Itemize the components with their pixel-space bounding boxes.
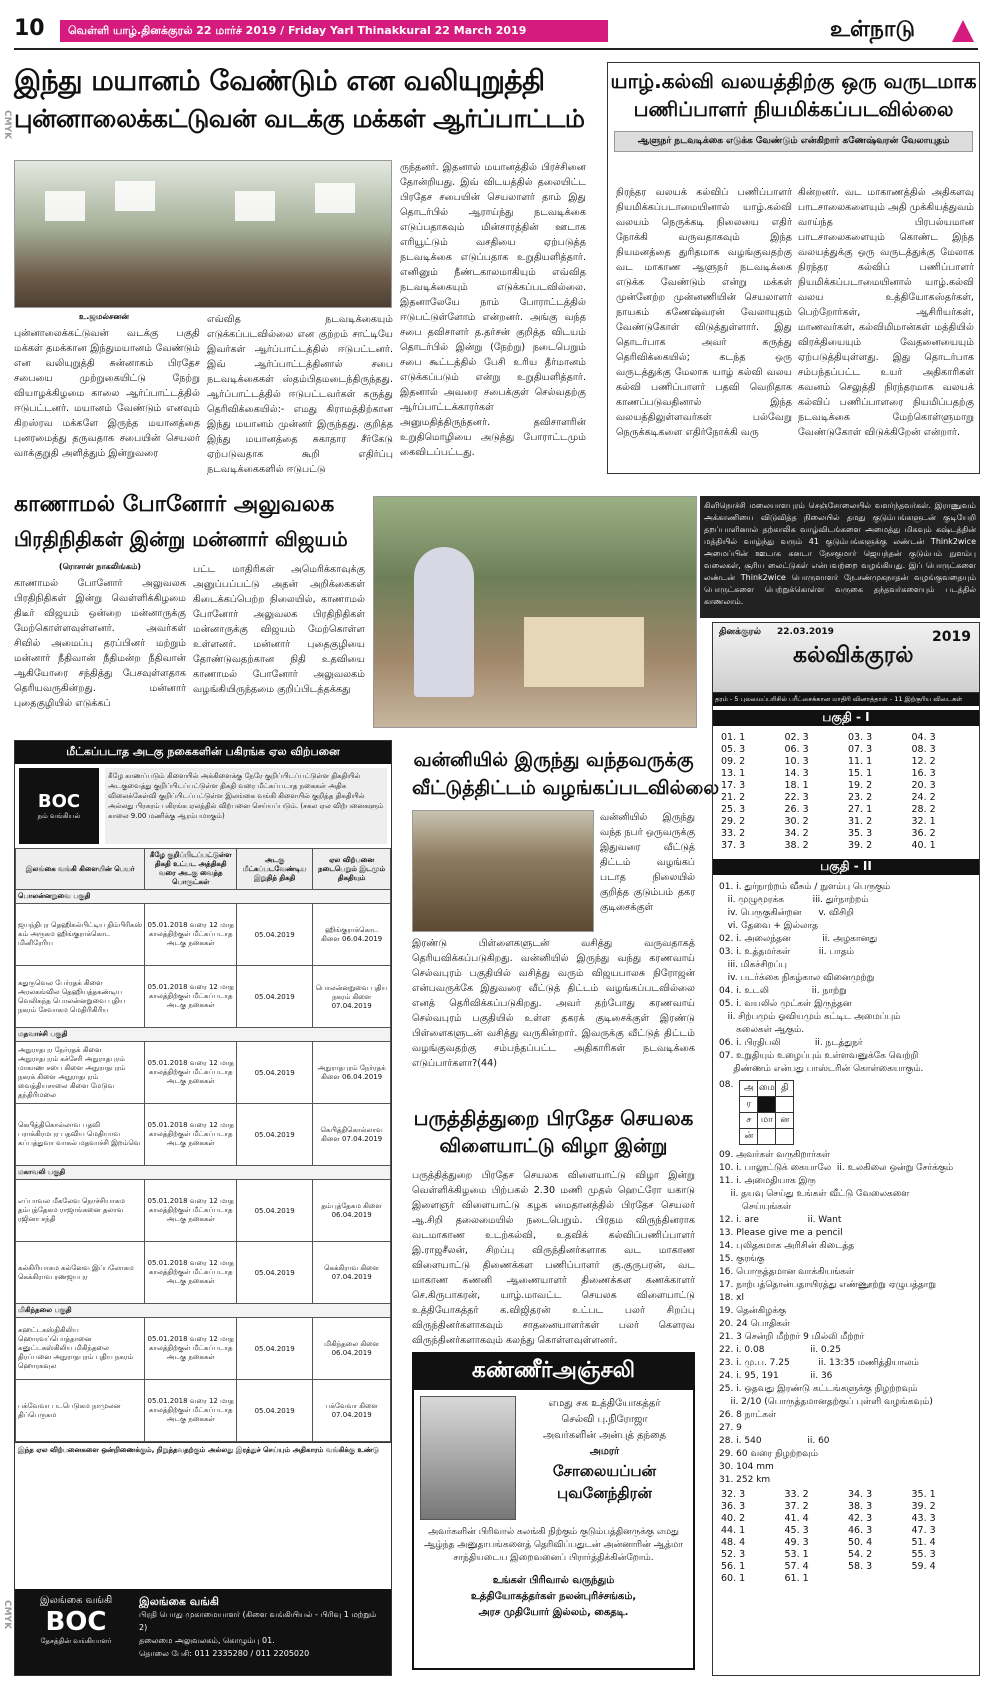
- quiz-brand: தினக்குரல்: [719, 627, 761, 637]
- obituary-name1: சோலையப்பன்: [552, 1462, 657, 1480]
- quiz-answer: 42. 3: [848, 1513, 873, 1524]
- quiz-year: 2019: [932, 629, 971, 645]
- quiz-answer: 39. 2: [911, 1501, 936, 1512]
- quiz-answer: 38. 3: [848, 1501, 873, 1512]
- page-number: 10: [14, 16, 45, 41]
- article5-headline[interactable]: [412, 1104, 695, 1160]
- article2-subtitle: ஆளுநர் நடவடிக்கை எடுக்க வேண்டும் என்கிறார் கணேஷ்வரன் வேலாயுதம்: [614, 131, 973, 152]
- quiz-answer: 32. 1: [911, 816, 936, 827]
- quiz-answer: 19. 2: [848, 780, 873, 791]
- quiz-answer: 50. 4: [848, 1537, 873, 1548]
- quiz-answer: 38. 2: [784, 840, 809, 851]
- obituary-box[interactable]: [412, 1352, 695, 1670]
- article5-title: பருத்தித்துறை பிரதேச செயலக: [413, 1106, 694, 1130]
- boc-col-last: அடகு மீட்கப்படவேண்டிய இறுதித் திகதி: [237, 849, 313, 890]
- quiz-line: 02. i. அலைந்தன ii. அழகானது: [719, 934, 878, 944]
- aid-distribution-photo: [373, 496, 697, 728]
- boc-cell-pledged: 05.01.2018 வரை 12 மாத காலத்திற்குள் மீட்கப்படாத அடகு நகைகள்: [145, 1042, 237, 1104]
- quiz-answer: 31. 2: [848, 816, 873, 827]
- boc-auction-ad[interactable]: [14, 740, 392, 1676]
- quiz-answer: 17. 3: [721, 780, 746, 791]
- boc-col-venue: ஏல விற்பனை நடைபெறும் இடமும் திகதியும்: [313, 849, 391, 890]
- boc-cell-branch: கதுருவெல பேர்ரதக் கிளை அரலகங்வில தெஹியத்தகண்டிய வெலிகந்த பொலன்னறுவை புதிய நகரம் சேவாகம மெதிரிகிரிய: [16, 966, 145, 1028]
- boc-cell-venue: கெபித்திகொல்லாவ கிளை 07.04.2019: [313, 1104, 391, 1166]
- quiz-answer: 12. 2: [911, 756, 936, 767]
- boc-cell-pledged: 05.01.2018 வரை 12 மாத காலத்திற்குள் மீட்கப்படாத அடகு நகைகள்: [145, 966, 237, 1028]
- quiz-line: iii. மிகச்சிறப்பு: [719, 960, 787, 970]
- quiz-answer: 46. 3: [848, 1525, 873, 1536]
- boc-cell-last: 05.04.2019: [237, 966, 313, 1028]
- quiz-answer: 58. 3: [848, 1561, 873, 1572]
- boc-bank-si: இலங்கை வங்கி: [39, 1595, 113, 1606]
- quiz-panel[interactable]: [712, 622, 980, 1676]
- quiz-line: 05. i. வயலில் முட்கள் இருந்தன: [719, 999, 852, 1009]
- article1-photo: [14, 160, 392, 308]
- boc-cell-last: 05.04.2019: [237, 1318, 313, 1380]
- crossword-cell: [776, 1097, 794, 1113]
- quiz-answer: 05. 3: [721, 744, 746, 755]
- cmyk-mark-bottom: CMYK: [2, 1600, 12, 1630]
- obituary-name2: புவனேந்திரன்: [557, 1484, 652, 1502]
- boc-cell-pledged: 05.01.2018 வரை 12 மாத காலத்திற்குள் மீட்கப்படாத அடகு நகைகள்: [145, 904, 237, 966]
- boc-cell-pledged: 05.01.2018 வரை 12 மாத காலத்திற்குள் மீட்கப்படாத அடகு நகைகள்: [145, 1380, 237, 1442]
- crossword-cell: [758, 1129, 776, 1145]
- boc-cell-branch: எப்பாவல மீகலேவ நொச்சியாகம தம்புத்தேகம ராஜாங்கனை தலாவ ரஜினா சந்தி: [16, 1180, 145, 1242]
- quiz-answer: 52. 3: [721, 1549, 746, 1560]
- article4-side: வன்னியில் இருந்து வந்த நபர் ஒருவருக்கு இதுவரை வீட்டுத் திட்டம் வழங்கப் படாத நிலையில் குறித்த குடும்பம் தகர குடிசைக்குள்: [600, 812, 695, 913]
- boc-group-name: மிகிந்தலை பகுதி: [16, 1304, 391, 1318]
- quiz-line: 19. தென்கிழக்கு: [719, 1306, 787, 1316]
- quiz-line: 16. பொருத்தமான வாக்கியங்கள்: [719, 1267, 855, 1277]
- quiz-line: 03. i. உத்தமர்கள் ii. பாதம்: [719, 947, 854, 957]
- quiz-answer: 39. 2: [848, 840, 873, 851]
- boc-logo-tag: நம் வங்கியல்: [37, 812, 81, 820]
- quiz-line: 09. அவர்கள் வருகிறார்கள்: [719, 1150, 830, 1160]
- quiz-line: ii. 2/10 (பொருத்தமானதற்குப் புள்ளி வழங்கவும்): [719, 1397, 933, 1407]
- quiz-part2-list-b: [713, 1149, 979, 1487]
- article3-byline: (ரொசான் நாகலிங்கம்): [58, 562, 142, 571]
- boc-group-name: மதவாச்சி பகுதி: [16, 1028, 391, 1042]
- quiz-answer: 07. 3: [848, 744, 873, 755]
- boc-cell-venue: பக்வேவா கிளை 07.04.2019: [313, 1380, 391, 1442]
- quiz-line: 28. i. 540 ii. 60: [719, 1436, 830, 1446]
- crossword-cell: தி: [776, 1081, 794, 1097]
- crossword-cell: ன: [776, 1113, 794, 1129]
- quiz-answer: 41. 4: [784, 1513, 809, 1524]
- boc-cell-venue: ஹிங்குராக்கொட கிளை 06.04.2019: [313, 904, 391, 966]
- boc-cell-branch: பக்வேவா படபெடுகம நாமுலன திப்பெருகம: [16, 1380, 145, 1442]
- quiz-tagline: தரம் - 5 புலமைப்பரிசில் பரீட்சைக்கான மாதிரி வினாத்தாள் - 11 இற்குரிய விடைகள்: [713, 693, 979, 706]
- quiz-line: 14. புலிதகமாக அரிசின் கிடைத்த: [719, 1241, 855, 1251]
- quiz-line: 20. 24 பொதிகள்: [719, 1319, 791, 1329]
- boc-cell-branch: கெபித்திகொல்லாவ பதவி பராக்கிரமபுர பதவிய மெதியாவ கப்பத்துவா வாகல் மதவாச்சி இறம்வெ: [16, 1104, 145, 1166]
- quiz-answer: 04. 3: [911, 732, 936, 743]
- quiz-title: கல்விக்குரல்: [793, 643, 914, 668]
- quiz-answer: 08. 3: [911, 744, 936, 755]
- article2-col1: நிரந்தர வலயக் கல்விப் பணிப்பாளர் நியமிக்கப்படாமையினால் யாழ்.கல்வி வலயம் நெருக்கடி நிலையை எதிர் நோக்கி வருவதாகவும் இந்த நியமனத்தை துரிதமாக வழங்குவதற்கு வட மாகாண ஆளுநர் நடவடிக்கை எடுக்க வேண்டும் என்று மக்கள் முன்னேற்ற முன்னணியின் செயலாளர் நாயகம் கணேஷ்வரன் வேலாயுதம் வேண்டுகோள் விடுத்துள்ளார். இது தொடர்பாக அவர் கருத்து தெரிவிக்கையில்; கடந்த ஒரு வருடத்துக்கு மேலாக யாழ் கல்வி வலய கல்வி பணிப்பாளர் பதவி வெறிதாக காணப்படுவதினால் இந்த வலயத்திலுள்ளவர்கள் பல்வேறு நெருக்கடிகளை எதிர்நோக்கி வரு: [616, 187, 792, 438]
- quiz-answer: 49. 3: [784, 1537, 809, 1548]
- boc-row: [16, 904, 391, 966]
- obituary-footer2: உத்தியோகத்தர்கள் நலன்புரிச்சங்கம்,: [470, 1591, 637, 1602]
- quiz-line: 22. i. 0.08 ii. 0.25: [719, 1345, 841, 1355]
- obituary-title: கண்ணீர்அஞ்சலி: [414, 1354, 693, 1390]
- boc-address1: பிரதி பொது முகாமையாளர் (கிளை வங்கியியல் - பிரிவு 1 மற்றும் 2): [139, 1610, 377, 1632]
- quiz-answer: 43. 3: [911, 1513, 936, 1524]
- quiz-line: 27. 9: [719, 1423, 742, 1433]
- quiz-line: 11. i. அமைதியாக இரு: [719, 1176, 816, 1186]
- quiz-line: 07. உறுதியும் உழைப்பும் உள்ளவனுக்கே வெற்றி: [719, 1051, 919, 1061]
- photo-caption: கிளிநொச்சி மலையாளபுரம் செஞ்சோலையில் வளர்ந்தவர்கள். இராணுவம் அக்காணியை விடுவித்த நிலையில் தமது குடும்பங்களுடன் குடியேறி தறப்பாளினால் தற்காலிக வாழ்விடங்களை அமைத்து மிகவும் கஷ்டத்தின் மத்தியில் வாழ்ந்து வரும் 41 குடும்பங்களுக்கு லண்டன் Think2wice அமைப்பின் ஊடாக கனடா நேசகுமார் ஜெயந்தன் குடும்பம் நுளம்பு வலைகள், சூரிய லைட்டுகள் என்பவற்றை வழங்கியது. இப் பொருட்களை லண்டன் Think2wice பொருளாளர் நே.சண்முகநாதன் வழங்குவதையும் பொருட்களை பெற்றுக்கொள்ள வருகை தந்தவர்களையும் படத்தில் காணலாம்.: [700, 496, 980, 618]
- crossword-grid: [739, 1080, 794, 1145]
- article1-col1: புன்னாலைக்கட்டுவன் வடக்கு பகுதி மக்கள் தமக்கான இந்துமயானம் வேண்டும் என வலியுறுத்தி சுன்னாகம் பிரதேச சபையை முற்றுகையிட்டு நேற்று வியாழக்கிழமை காலை ஆர்ப்பாட்டத்தில் ஈடுபட்டனர். மயானம் வேண்டும் எனவும் கிறஸ்ரவ மக்களே இருந்த மயானத்தை புனரமைத்து தருவதாக சபையின் செயலர் வாக்குறுதி அளித்தும் இன்றுவரை: [14, 328, 200, 459]
- boc-row: [16, 1380, 391, 1442]
- boc-row: [16, 1042, 391, 1104]
- boc-phone: தொலை பேசி: 011 2335280 / 011 2205020: [139, 1649, 310, 1658]
- boc-group-name: பொலன்னறுவை பகுதி: [16, 890, 391, 904]
- article3-subtitle: பிரதிநிதிகள் இன்று மன்னார் விஜயம்: [14, 527, 348, 551]
- quiz-line: ii. சிற்பமும் ஓவியமும் கட்டிட அமைப்பும்: [719, 1012, 901, 1022]
- article3-col1: காணாமல் போனோர் அலுவலக பிரதிநிதிகள் இன்று வெள்ளிக்கிழமை திடீர் விஜயம் ஒன்றை மன்னாருக்கு மேற்கொள்ளவுள்ளனர். அவர்கள் சிவில் அமைப்பு தரப்பினர் மற்றும் மன்னார் நீதிவான் நீதிமன்ற நீதிவான் ஆகியோரை சந்தித்து பேசவுள்ளதாக தெரியவருகின்றது. மன்னார் புதைகுழியில் எடுக்கப்: [14, 578, 186, 709]
- quiz-answer: 34. 3: [848, 1489, 873, 1500]
- quiz-answer: 33. 2: [784, 1489, 809, 1500]
- quiz-answer: 21. 2: [721, 792, 746, 803]
- quiz-line: 12. i. are ii. Want: [719, 1215, 842, 1225]
- quiz-answer: 36. 2: [911, 828, 936, 839]
- quiz-answer: 56. 1: [721, 1561, 746, 1572]
- article2-box[interactable]: [607, 62, 980, 474]
- crossword-cell: மா: [758, 1113, 776, 1129]
- boc-cell-last: 05.04.2019: [237, 1242, 313, 1304]
- boc-cell-venue: தம்புத்தேகம கிளை 06.04.2019: [313, 1180, 391, 1242]
- crossword-cell: ச: [740, 1113, 758, 1129]
- quiz-answer: 09. 2: [721, 756, 746, 767]
- quiz-answer: 27. 1: [848, 804, 873, 815]
- boc-cell-branch: ஜயந்திபுர தெஹிகல்பிட்டிய திம்பிரிகஸ் கம் அருகம ஹிங்குராக்கொட மினிரேரிய: [16, 904, 145, 966]
- boc-cell-pledged: 05.01.2018 வரை 12 மாத காலத்திற்குள் மீட்கப்படாத அடகு நகைகள்: [145, 1242, 237, 1304]
- quiz-answer: 37. 2: [784, 1501, 809, 1512]
- quiz-line: 25. i. ஒதவது இரண்டு கட்டங்களுக்கு நிழற்றவும்: [719, 1384, 918, 1394]
- quiz-line: 18. xl: [719, 1293, 745, 1303]
- crossword-cell: [776, 1129, 794, 1145]
- quiz-line: 31. 252 km: [719, 1475, 771, 1485]
- article4-title: வன்னியில் இருந்து வந்தவருக்கு: [413, 749, 694, 771]
- boc-cell-venue: கெக்கிராவ கிளை 07.04.2019: [313, 1242, 391, 1304]
- quiz-line: 21. 3 சென்றி மீற்றர் 9 மில்லி மீற்றர்: [719, 1332, 865, 1342]
- article5-body: பருத்தித்துறை பிரதேச செயலக விளையாட்டு விழா இன்று வெள்ளிக்கிழமை பிற்பகல் 2.30 மணி முதல் ஹெட்ரோ யகாடு இளைஞர் விளையாட்டு கழக மைதானத்தில் பிரதேச செயலர் ஆ.சிறி தலைமையில் நடைபெறும். பிரதம விருந்தினராக வடமாகாண உடற்கல்வி, உதவிக் கல்விப்பணிப்பாளர் இ.ராஜசீலன், சிறப்பு விருந்தினர்களாக வட மாகாண விளையாட்டு திணைக்கள பணிப்பாளர் கு.குருபரன், வட மாகாண கணனி ஆணையாளர் திணைக்கள கணக்காளர் செ.கிருபாகரன், யாழ்.மாவட்ட செயலக விளையாட்டு உத்தியோகத்தர் க.விஜிதரன் உட்பட பலர் சிறப்பு விருந்தினர்களாகவும் சாதனையாளர்கள் பலர் கௌரவ விருந்தினர்களாகவும் கலந்து கொள்ளவுள்ளனர்.: [412, 1170, 695, 1346]
- quiz-line: 15. குரங்கு: [719, 1254, 765, 1264]
- quiz-line: 10. i. பாலூட்டுக் கையாலே ii. உலகிலை ஒன்று சேர்க்கும்: [719, 1163, 954, 1173]
- quiz-answer: 54. 2: [848, 1549, 873, 1560]
- quiz-answer: 16. 3: [911, 768, 936, 779]
- quiz-answer: 37. 3: [721, 840, 746, 851]
- quiz-answer: 34. 2: [784, 828, 809, 839]
- quiz-answer: 20. 3: [911, 780, 936, 791]
- boc-address2: தலைமை அலுவலகம், கொழும்பு 01.: [139, 1636, 275, 1645]
- article3-col2: பட்ட மாதிரிகள் அமெரிக்காவுக்கு அனுப்பப்பட்டு அதன் அறிக்கைகள் கிடைக்கப்பெற்ற நிலையில், காணாமல் போனோர் அலுவலக பிரதிநிதிகள் மன்னாருக்கு விஜயம் மேற்கொள்ள உள்ளனர். மன்னார் புதைகுழியை தோண்டுவதற்கான நிதி உதவியை காணாமல் போனோர் அலுவலகம் வழங்கியிருந்தமை குறிப்பிடத்தக்கது: [193, 564, 365, 695]
- article1-subtitle: புன்னாலைக்கட்டுவன் வடக்கு மக்கள் ஆர்ப்பாட்டம்: [14, 104, 585, 133]
- quiz-part2-list: [713, 881, 979, 1076]
- boc-cell-venue: மிகிந்தலை கிளை 06.04.2019: [313, 1318, 391, 1380]
- article1-col3: ருந்தனர். இதனால் மயானத்தில் பிரச்சினை தோன்றியது. இவ் விடயத்தில் தலையிட்ட பிரதேச சபையின் செயலாளர் தாம் இது தொடர்பில் ஆராய்ந்து நடவடிக்கை எடுப்பதாகவும் மின்சாரத்தின் ஊடாக எரியூட்டும் வசதியை ஏற்படுத்த நடவடிக்கை எடுப்பதாக உறுதியளித்தார். எனினும் நீண்டகாலமாகியும் எவ்வித நடவடிக்கையும் எடுக்கப்படவில்லை. இதனாலேயே நாம் போராட்டத்தில் ஈடுபட்டுள்ளோம் என்றனர். அங்கு வந்த சபை தவிசாளர் த.தர்சன் குறித்த விடயம் தொடர்பில் இன்று (நேற்று) நடைபெறும் சபை கூட்டத்தில் பேசி உரிய தீர்மானம் எடுக்கப்படும் என்று உறுதியளித்தார். இதனால் அவரை சபைக்குள் செல்வதற்கு ஆர்ப்பாட்டக்காரர்கள் அனுமதித்திருந்தனர். தவிசாளரின் உறுதிமொழியை அடுத்து போராட்டமும் கைவிடப்பட்டது.: [400, 162, 586, 458]
- quiz-line: 04. i. உடலி ii. நாற்று: [719, 986, 847, 996]
- quiz-answer: 01. 1: [721, 732, 746, 743]
- obituary-l2: செல்வி பு.நிரோஜா: [561, 1414, 648, 1425]
- article1-title: இந்து மயானம் வேண்டும் என வலியுறுத்தி: [14, 64, 545, 97]
- quiz-q08-label: 08.: [719, 1080, 734, 1090]
- boc-row: [16, 1180, 391, 1242]
- obituary-l1: எமது சக உத்தியோகத்தர்: [548, 1398, 661, 1409]
- article4-headline[interactable]: [412, 746, 720, 802]
- quiz-answer: 06. 3: [784, 744, 809, 755]
- article3-headline[interactable]: [14, 488, 369, 556]
- quiz-answer: 48. 4: [721, 1537, 746, 1548]
- quiz-part1-header: பகுதி - I: [713, 710, 979, 726]
- quiz-line: 29. 60 வரை நிழற்றவும்: [719, 1449, 818, 1459]
- quiz-answer: 59. 4: [911, 1561, 936, 1572]
- boc-cell-branch: கல்கிரியாகம கல்னேவ இப்பலோகம கெக்கிராவ ரணஜயபுர: [16, 1242, 145, 1304]
- boc-cell-last: 05.04.2019: [237, 1180, 313, 1242]
- boc-group-name: மகாவலி பகுதி: [16, 1166, 391, 1180]
- quiz-line: 23. i. மு.ப. 7.25 ii. 13:35 மணித்தியாலம்: [719, 1358, 919, 1368]
- boc-bank-ta: இலங்கை வங்கி: [139, 1595, 219, 1608]
- quiz-line: ii. முழுமூரக்க iii. துர்நாற்றம்: [719, 895, 869, 905]
- cmyk-mark-top: CMYK: [2, 110, 12, 140]
- article4-photo: [412, 810, 594, 932]
- quiz-answer: 29. 2: [721, 816, 746, 827]
- quiz-line: iv. படர்க்கை நிகழ்கால வினைமுற்று: [719, 973, 875, 983]
- crossword-cell: மை: [758, 1081, 776, 1097]
- quiz-answer: 10. 3: [784, 756, 809, 767]
- boc-footnote: இந்த ஏல விற்பனைகளை ஒன்றிணைக்கும், நிறுத்தவதற்கும் அல்லது இரத்துச் செய்யும் அதிகாரம் வங்கிக்கு உண்டு: [15, 1442, 391, 1458]
- quiz-answer: 61. 1: [784, 1573, 809, 1584]
- boc-cell-last: 05.04.2019: [237, 904, 313, 966]
- quiz-answer: 35. 3: [848, 828, 873, 839]
- quiz-answer: 32. 3: [721, 1489, 746, 1500]
- quiz-answer: 60. 1: [721, 1573, 746, 1584]
- article2-title: யாழ்.கல்வி வலயத்திற்கு ஒரு வருடமாக: [610, 69, 977, 93]
- boc-cell-last: 05.04.2019: [237, 1042, 313, 1104]
- article2-col2: கின்றனர். வட மாகாணத்தில் அதிகளவு பாடசாலைகளையும் அதி முக்கியத்துவம் வாய்ந்த பிரபல்யமான பாடசாலைகளையும் கொண்ட இந்த வலயத்துக்கு ஒரு வருடத்துக்கு மேலாக நிரந்தர கல்விப் பணிப்பாளர் நியமிக்கப்படாமையினால் யாழ்.கல்வி வலய உத்தியோகஸ்தர்கள், பெற்றோர்கள், ஆசிரியர்கள், மாணவர்கள், கல்விமிமான்கள் மத்தியில் விரக்தியையும் வேதனையையும் ஏற்படுத்தியுள்ளது. இது தொடர்பாக சம்பந்தப்பட்ட உயர் அதிகாரிகள் கவனம் செலுத்தி நிரந்தரமாக வலயக் கல்விப் பணிப்பாளரை நியமிப்பதற்கு நடவடிக்கை மேற்கொள்ளுமாறு வேண்டுகோள் விடுக்கிறேன் என்றார்.: [798, 187, 974, 438]
- boc-title: மீட்கப்படாத அடகு நகைகளின் பகிரங்க ஏல விற்பனை: [15, 741, 391, 764]
- boc-col-pledged: கீழே குறிப்பிடப்பட்டுள்ள திகதி உட்பட அத்திகதி வரை அடகு வைத்த பொருட்கள்: [145, 849, 237, 890]
- quiz-line: 30. 104 mm: [719, 1462, 774, 1472]
- crossword-cell: [758, 1097, 776, 1113]
- boc-row: [16, 1318, 391, 1380]
- boc-footer-logo-icon: BOC: [45, 1607, 107, 1637]
- date-banner: வெள்ளி யாழ்.தினக்குரல் 22 மார்ச் 2019 / Friday Yarl Thinakkural 22 March 2019: [60, 20, 608, 42]
- quiz-answer: 11. 1: [848, 756, 873, 767]
- quiz-answer: 53. 1: [784, 1549, 809, 1560]
- boc-cell-branch: அநுராதபுர நேர்ரதக் கிளை அநுராதபுரம் கச்சேரி அநுராதபுரம் மாகாண சபை கிளை அநுராதபுரம் நகரக் கிளை அநுராதபுரம் வைத்தியசாலை கிளை மேடுவ தந்திரிமலை: [16, 1042, 145, 1104]
- section-title: உள்நாடு: [830, 16, 916, 42]
- boc-cell-last: 05.04.2019: [237, 1380, 313, 1442]
- quiz-line: 24. i. 95, 191 ii. 36: [719, 1371, 833, 1381]
- boc-row: [16, 1242, 391, 1304]
- quiz-answer: 55. 3: [911, 1549, 936, 1560]
- quiz-answer: 51. 4: [911, 1537, 936, 1548]
- quiz-date: 22.03.2019: [777, 627, 834, 637]
- crossword-cell: அ: [740, 1081, 758, 1097]
- obituary-l3: அவர்களின் அன்புத் தந்தை: [542, 1430, 667, 1441]
- brand-logo-icon: [952, 20, 974, 42]
- article4-body: இரண்டு பிள்ளைகளுடன் வசித்து வருவதாகத் தெரியவிக்கப்படுகிறது. வன்னியில் இருந்து வந்து கரணவாய் செல்வபுரம் பகுதியில் வசித்து வரும் விஜயபாலசு நிரோஜன் என்பவருக்கே இதுவரை வீட்டுத் திட்டம் வழங்கப்படவில்லை எனத் தெரிவிக்கப்படுகிறது. அவர் தற்போது கரணவாய் செல்வபுரம் பகுதியில் உள்ள தகரக் குடிசைக்குள் இரண்டு பிள்ளைகளுடன் வசித்து வருகின்றார். இவருக்கு வீட்டுத் திட்டம் வழங்குவதற்கு சம்பந்தப்பட்ட அதிகாரிகள் நடவடிக்கை எடுப்பார்களா?(44): [412, 938, 695, 1069]
- crossword-cell: ர: [740, 1097, 758, 1113]
- quiz-line: 06. i. பிரதிபலி ii. நடத்துநர்: [719, 1038, 863, 1048]
- quiz-answer: 33. 2: [721, 828, 746, 839]
- quiz-line: செய்யுங்கள்: [719, 1202, 792, 1212]
- quiz-answer: 44. 1: [721, 1525, 746, 1536]
- quiz-answer: 47. 3: [911, 1525, 936, 1536]
- article3-title: காணாமல் போனோர் அலுவலக: [14, 492, 335, 517]
- quiz-answer: 14. 3: [784, 768, 809, 779]
- quiz-answer: 03. 3: [848, 732, 873, 743]
- boc-cell-venue: பொலன்னறுவை புதிய நகரம் கிளை 07.04.2019: [313, 966, 391, 1028]
- obituary-footer3: அரச முதியோர் இல்லம், கைதடி.: [478, 1607, 629, 1618]
- obituary-body: அவர்களின் பிரிவால் கலங்கி நிற்கும் குடும்பத்தினருக்கு எமது ஆழ்ந்த அனுதாபங்களைத் தெரிவிப்பதுடன் அன்னாரின் ஆத்மா சாந்தியடைய இறைவனைப் பிரார்த்திக்கின்றோம்.: [424, 1527, 683, 1563]
- article2-title2: பணிப்பாளர் நியமிக்கப்படவில்லை: [633, 97, 954, 121]
- boc-table: [15, 848, 391, 1442]
- quiz-answer: 57. 4: [784, 1561, 809, 1572]
- obituary-footer1: உங்கள் பிரிவால் வருந்தும்: [492, 1575, 615, 1586]
- quiz-answer: 45. 3: [784, 1525, 809, 1536]
- boc-row: [16, 966, 391, 1028]
- quiz-line: ii. தயவு செய்து உங்கள் வீட்டு வேலைகளை: [719, 1189, 910, 1199]
- quiz-line: vi. தேவை + இல்லாத: [719, 921, 819, 931]
- boc-cell-branch: கஹட்டகஸ்திகிலிய ஹொரவப்பொத்தானை கனுட்டகஸ்கிலிய மிகிந்தலை திரப்பனை அநுராதபுரம் புதிய நகரம் ஹொரகவுல: [16, 1318, 145, 1380]
- quiz-final-grid: [713, 1487, 979, 1586]
- quiz-line: கலைகள் ஆகும்.: [719, 1025, 805, 1035]
- quiz-line: 17. நாற்பத்தொன்பதாயிரத்து எண்ணூற்று ஏழுபத்தாறு: [719, 1280, 937, 1290]
- quiz-line: திண்ணம் என்பது பாஸ்டரின் கொள்கையாகும்.: [719, 1064, 924, 1074]
- quiz-answer: 40. 2: [721, 1513, 746, 1524]
- boc-cell-pledged: 05.01.2018 வரை 12 மாத காலத்திற்குள் மீட்கப்படாத அடகு நகைகள்: [145, 1318, 237, 1380]
- quiz-answer: 15. 1: [848, 768, 873, 779]
- obituary-l4: அமரர்: [589, 1446, 620, 1457]
- quiz-answer: 18. 1: [784, 780, 809, 791]
- quiz-answer: 28. 2: [911, 804, 936, 815]
- boc-col-branch: இலங்கை வங்கி கிளையின் பெயர்: [16, 849, 145, 890]
- obituary-portrait: [420, 1396, 516, 1520]
- boc-cell-last: 05.04.2019: [237, 1104, 313, 1166]
- article1-byline: உ.ஜமல்சனன்: [79, 312, 129, 321]
- article5-subtitle: விளையாட்டு விழா இன்று: [439, 1135, 668, 1157]
- quiz-line: 13. Please give me a pencil: [719, 1228, 843, 1238]
- boc-intro: கீழே காணப்படும் கிளையில் அக்கிளைக்கு நேரே குறிப்பிடப்பட்டுள்ள திகதியில் அடகுவைத்து குறிப்பிடப்பட்டுள்ள திகதி வரை மீட்கப்படாத நகைகள் அதிக விலைக்கேள்வி குறிப்பிடப்பட்டுள்ள இலங்கை வங்கி கிளையில் குறித்த திகதியில் அல்லது பிரசுரம் பகிரங்க ஏலத்தில் விற்பனை செய்யப்படும். (சகல ஏல விற்பனைகளும் காலை 9.00 மணிக்கு ஆரம்பமாகும்): [105, 768, 387, 844]
- boc-cell-venue: அநுராதபுரம் நேர்ரதக் கிளை 06.04.2019: [313, 1042, 391, 1104]
- boc-tagline: தேசத்தின் வங்கியாளர்: [40, 1637, 112, 1645]
- quiz-line: 26. 8 நாட்கள்: [719, 1410, 777, 1420]
- article1-headline[interactable]: [14, 62, 589, 138]
- quiz-part1-grid: [713, 730, 979, 853]
- quiz-part2-header: பகுதி - II: [713, 859, 979, 875]
- article4-subtitle: வீட்டுத்திட்டம் வழங்கப்படவில்லை: [412, 777, 720, 799]
- quiz-answer: 35. 1: [911, 1489, 936, 1500]
- boc-cell-pledged: 05.01.2018 வரை 12 மாத காலத்திற்குள் மீட்கப்படாத அடகு நகைகள்: [145, 1180, 237, 1242]
- quiz-answer: 36. 3: [721, 1501, 746, 1512]
- quiz-answer: 40. 1: [911, 840, 936, 851]
- quiz-line: 01. i. துர்நாற்றம் வீசும் / நுளம்பு பெருகும்: [719, 882, 891, 892]
- quiz-answer: 22. 3: [784, 792, 809, 803]
- boc-cell-pledged: 05.01.2018 வரை 12 மாத காலத்திற்குள் மீட்கப்படாத அடகு நகைகள்: [145, 1104, 237, 1166]
- boc-row: [16, 1104, 391, 1166]
- header-rule: [14, 48, 978, 50]
- quiz-answer: 26. 3: [784, 804, 809, 815]
- boc-logo-icon: BOC: [37, 791, 81, 812]
- quiz-answer: 30. 2: [784, 816, 809, 827]
- crossword-cell: ன்: [740, 1129, 758, 1145]
- quiz-line: iv. பெருகுகின்றன v. விசிறி: [719, 908, 854, 918]
- quiz-answer: 25. 3: [721, 804, 746, 815]
- quiz-answer: 13. 1: [721, 768, 746, 779]
- quiz-answer: 02. 3: [784, 732, 809, 743]
- article1-col2: எவ்வித நடவடிக்கையும் எடுக்கப்படவில்லை என குற்றம் சாட்டியே இவர்கள் ஆர்ப்பாட்டத்தில் ஈடுபட்டனர். இவ் ஆர்ப்பாட்டத்தினால் சபை நடவடிக்கைகள் ஸ்தம்பிதமடைந்திருந்தது. ஆர்ப்பாட்டத்தில் ஈடுபட்டவர்கள் கருத்து தெரிவிக்கையில்:- எமது கிராமத்திற்கான இந்து மயானம் முன்னர் இருந்தது. குறித்த இந்து மயானத்தை சுகாதார சீர்கேடு ஏற்படுவதாக கூறி எதிர்ப்பு நடவடிக்கைகளில் ஈடுபட்டு: [207, 314, 393, 475]
- quiz-answer: 24. 2: [911, 792, 936, 803]
- quiz-answer: 23. 2: [848, 792, 873, 803]
